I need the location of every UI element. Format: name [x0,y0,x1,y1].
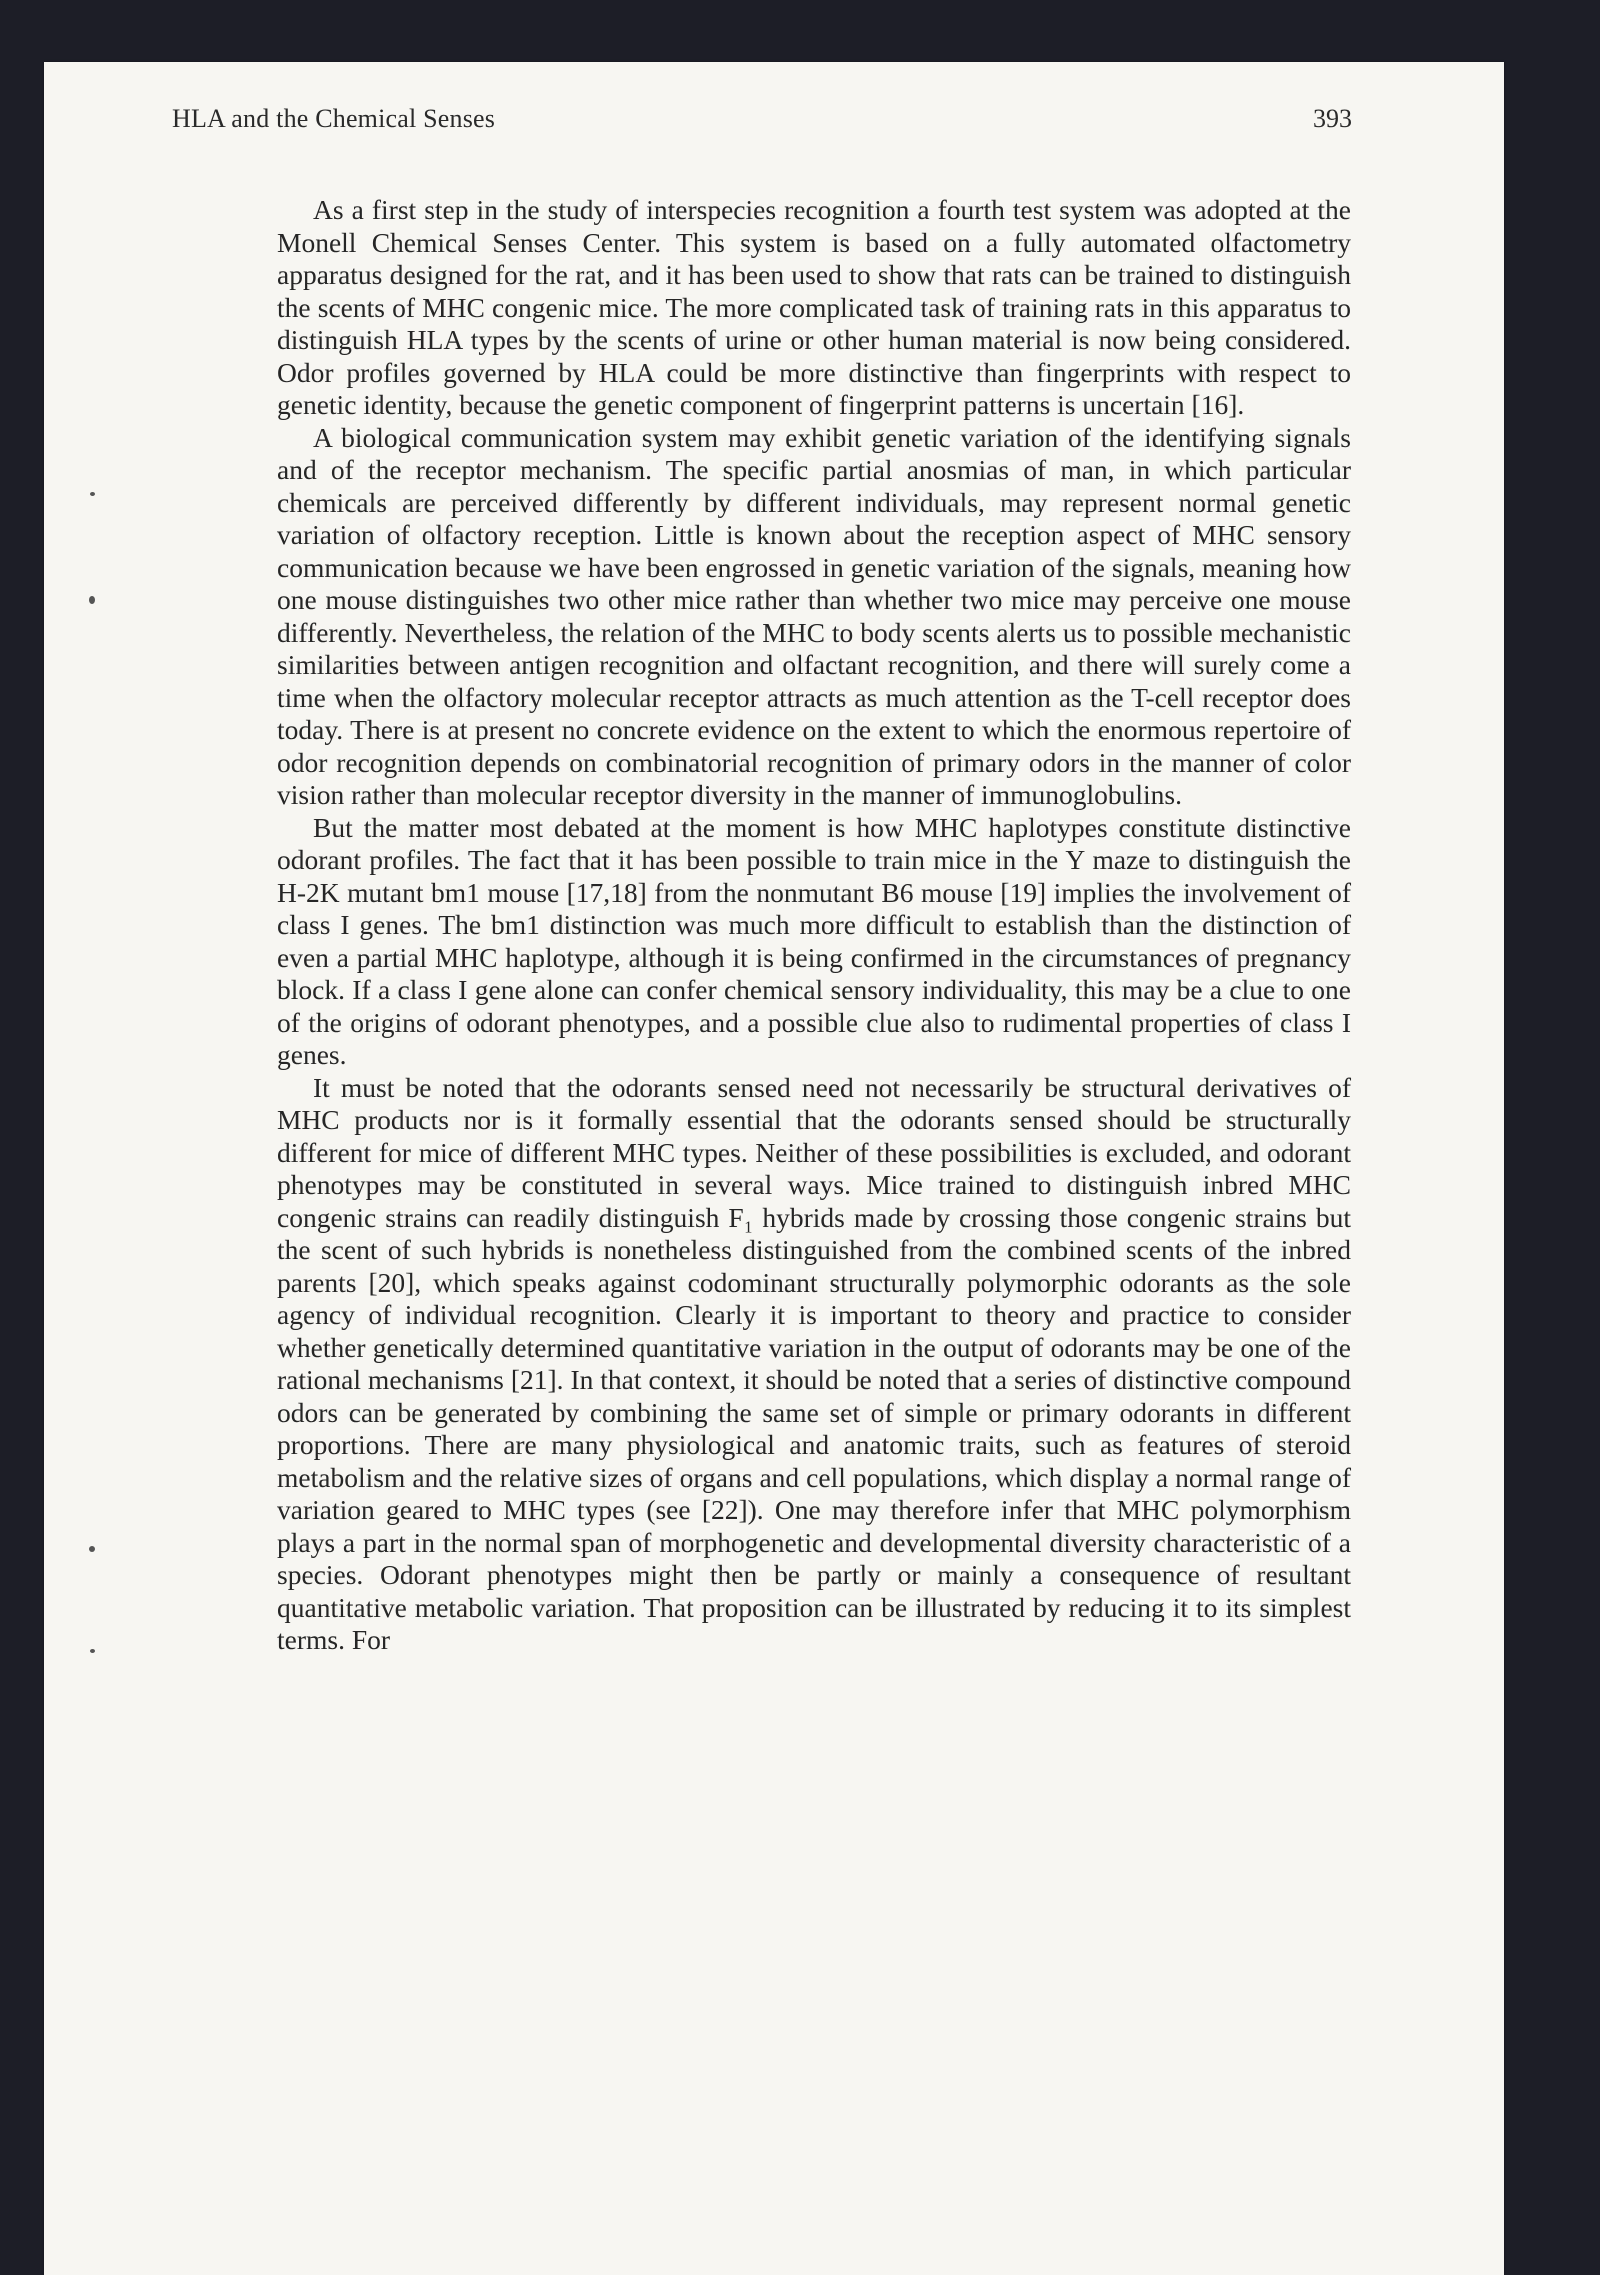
margin-speck [89,1546,95,1552]
margin-speck [90,1649,95,1653]
running-title: HLA and the Chemical Senses [172,104,496,133]
page-number: 393 [1313,104,1352,133]
running-header [172,104,1352,144]
paragraph: It must be noted that the odorants sensed need not necessarily be structural derivatives of MHC products nor is it formally essential that the odorants sensed should be structurally different for mice of different MHC types. Neither of these possibilities is excluded, and odorant phenotypes may be constituted in several ways. Mice trained to distinguish inbred MHC congenic strains can readily distinguish F₁ hybrids made by crossing those congenic strains but the scent of such hybrids is nonetheless distinguished from the combined scents of the inbred parents [20], which speaks against codominant structurally polymorphic odorants as the sole agency of individual recognition. Clearly it is important to theory and practice to consider whether genetically determined quantitative variation in the output of odorants may be one of the rational mechanisms [21]. In that context, it should be noted that a series of distinctive compound odors can be generated by combining the same set of simple or primary odorants in different proportions. There are many physiological and anatomic traits, such as features of steroid metabolism and the relative sizes of organs and cell populations, which display a normal range of variation geared to MHC types (see [22]). One may therefore infer that MHC polymorphism plays a part in the normal span of morphogenetic and developmental diversity characteristic of a species. Odorant phenotypes might then be partly or mainly a consequence of resultant quantitative metabolic variation. That proposition can be illustrated by reducing it to its simplest terms. For [277,1071,1351,1655]
margin-speck [90,492,95,496]
paragraph: As a first step in the study of interspecies recognition a fourth test system was adopted at the Monell Chemical Senses Center. This system is based on a fully automated olfactometry apparatus designed for the rat, and it has been used to show that rats can be trained to distinguish the scents of MHC congenic mice. The more complicated task of training rats in this apparatus to distinguish HLA types by the scents of urine or other human material is now being considered. Odor profiles governed by HLA could be more distinctive than fingerprints with respect to genetic identity, because the genetic component of fingerprint patterns is uncertain [16]. [277,194,1351,420]
paragraph: A biological communication system may exhibit genetic variation of the identifying signals and of the receptor mechanism. The specific partial anosmias of man, in which particular chemicals are perceived differently by different individuals, may represent normal genetic variation of olfactory reception. Little is known about the reception aspect of MHC sensory communication because we have been engrossed in genetic variation of the signals, meaning how one mouse distinguishes two other mice rather than whether two mice may perceive one mouse differently. Nevertheless, the relation of the MHC to body scents alerts us to possible mechanistic similarities between antigen recognition and olfactant recognition, and there will surely come a time when the olfactory molecular receptor attracts as much attention as the T-cell receptor does today. There is at present no concrete evidence on the extent to which the enormous repertoire of odor recognition depends on combinatorial recognition of primary odors in the manner of color vision rather than molecular receptor diversity in the manner of immunoglobulins. [277,421,1351,810]
paragraph: But the matter most debated at the moment is how MHC haplotypes constitute distinctive odorant profiles. The fact that it has been possible to train mice in the Y maze to distinguish the H-2K mutant bm1 mouse [17,18] from the nonmutant B6 mouse [19] implies the involvement of class I genes. The bm1 distinction was much more difficult to establish than the distinction of even a partial MHC haplotype, although it is being confirmed in the circumstances of pregnancy block. If a class I gene alone can confer chemical sensory individuality, this may be a clue to one of the origins of odorant phenotypes, and a possible clue also to rudimental properties of class I genes. [277,811,1351,1070]
margin-speck [89,596,95,604]
body-text [277,194,1351,1657]
